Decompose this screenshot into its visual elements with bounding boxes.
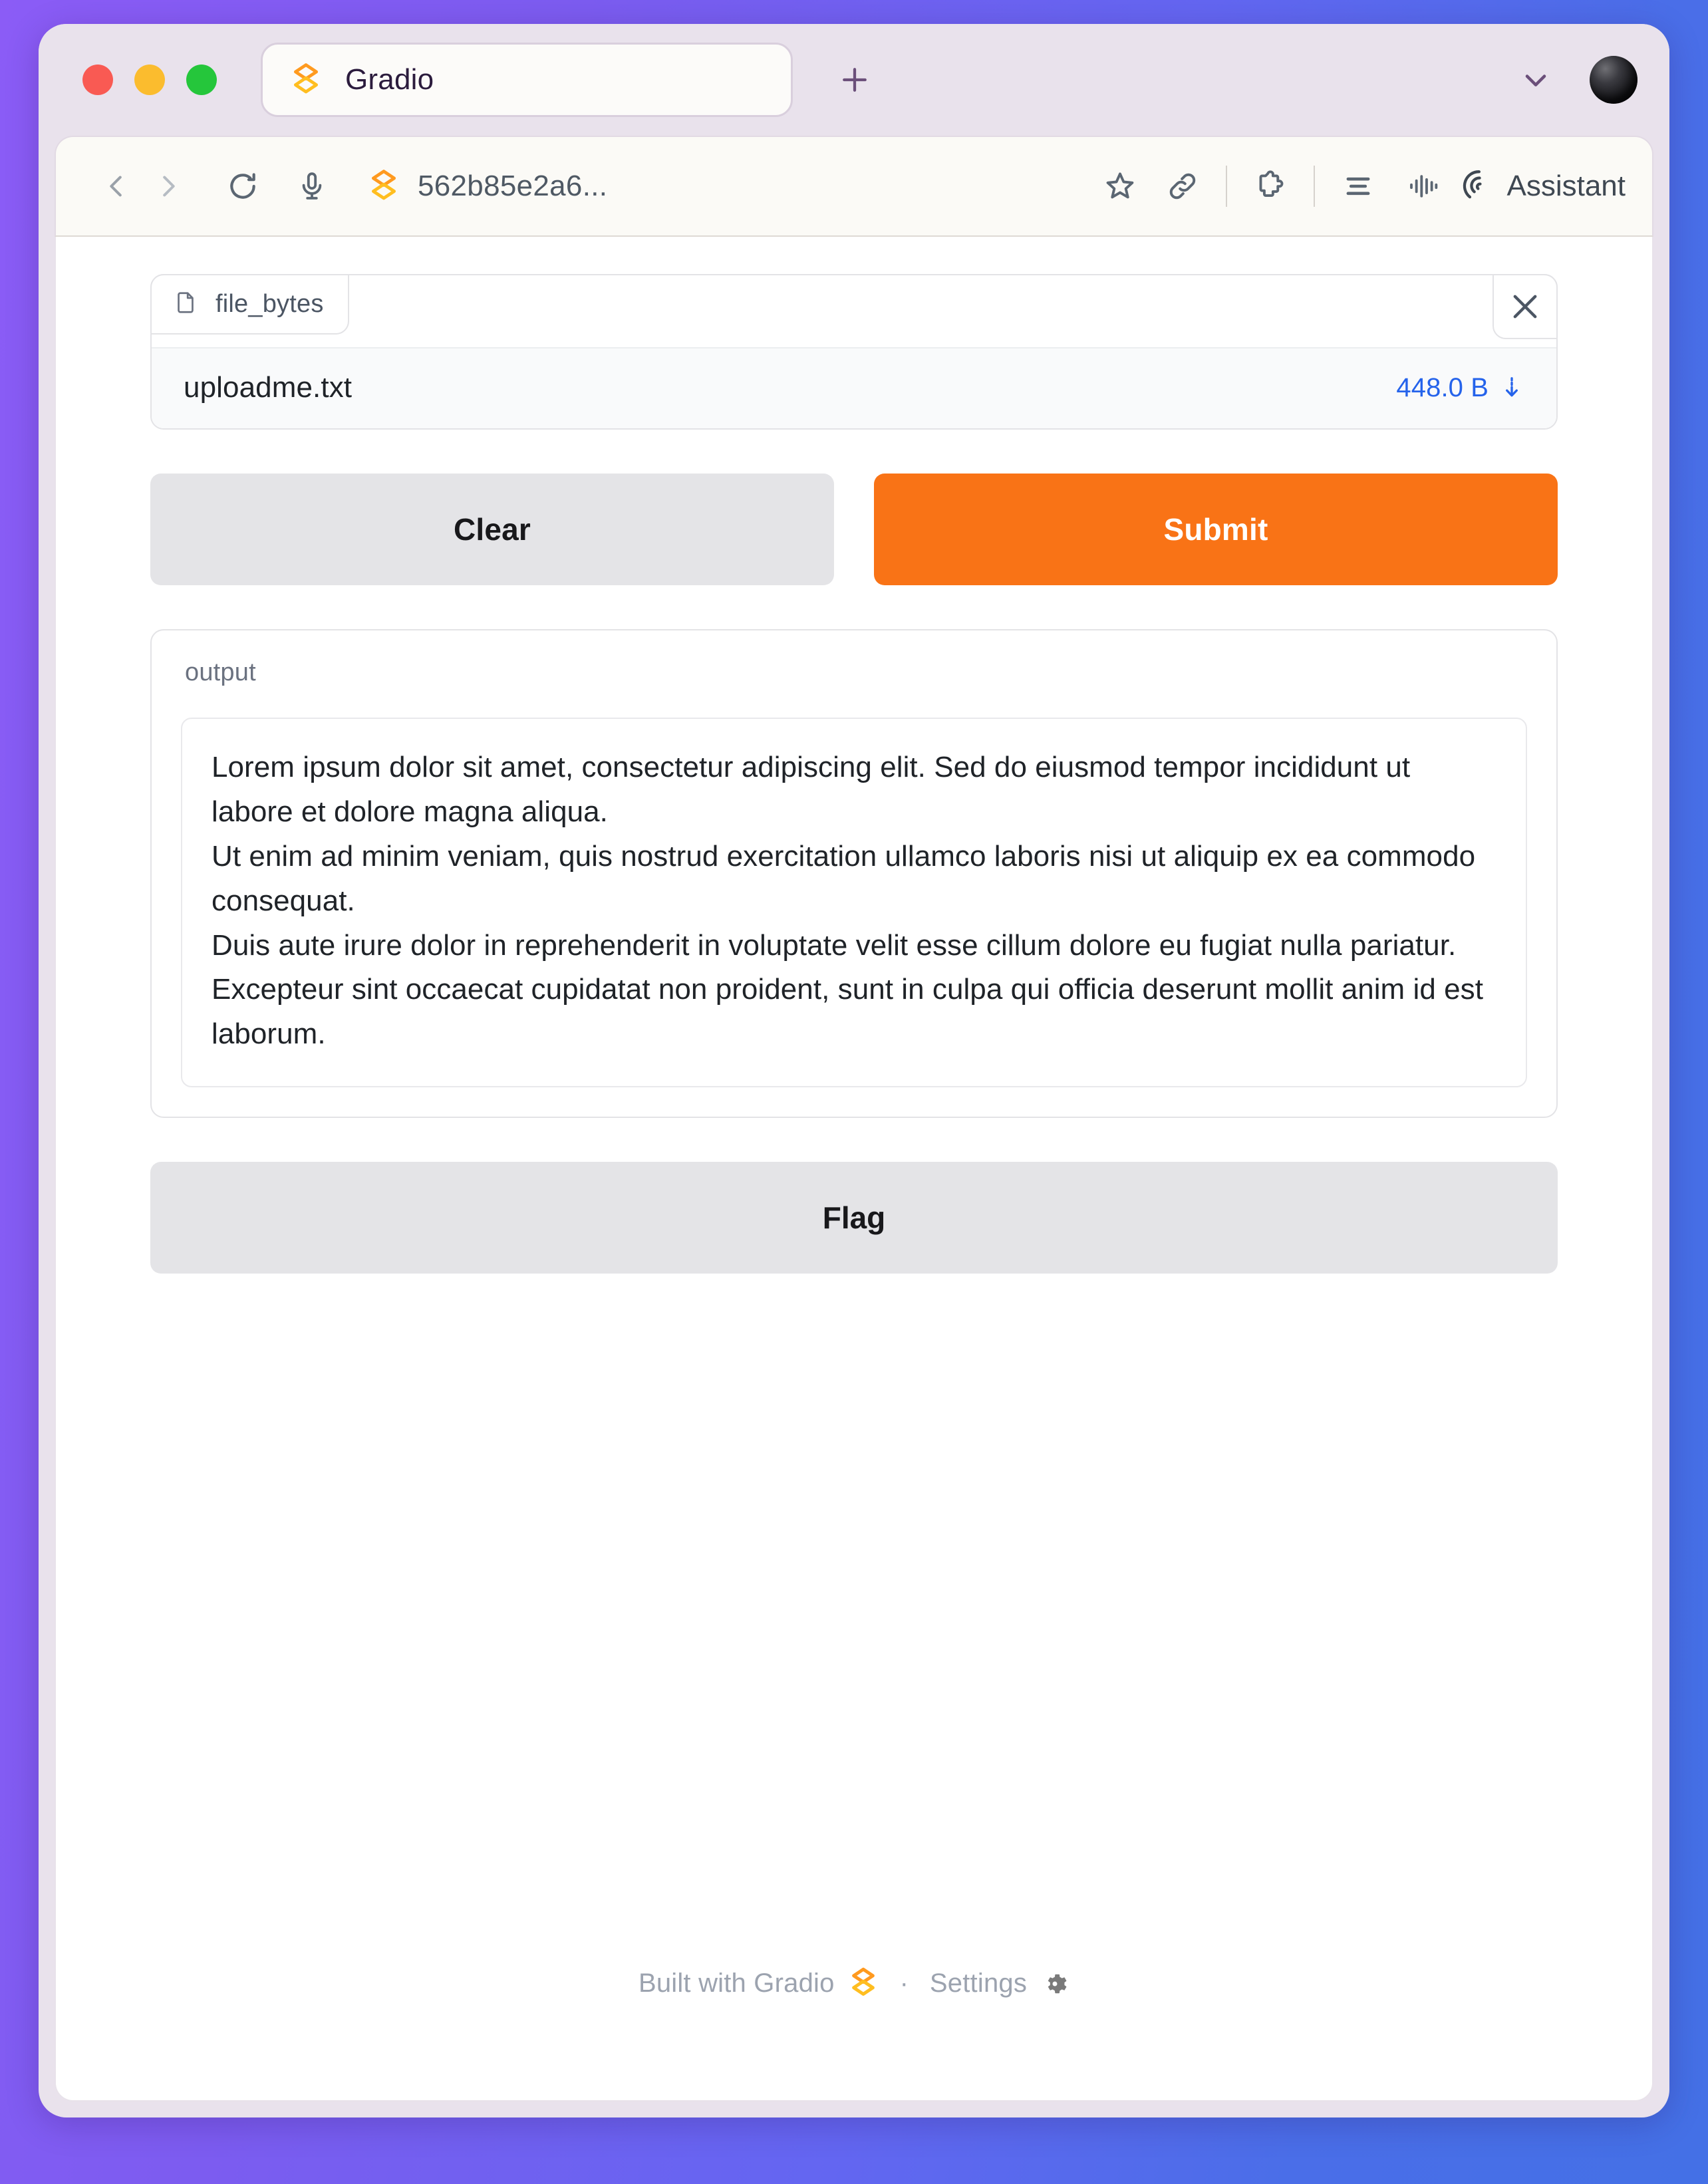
download-arrow-icon[interactable] [1499, 375, 1524, 400]
chevron-down-icon[interactable] [1512, 57, 1559, 103]
close-icon[interactable] [1493, 274, 1558, 339]
address-bar[interactable] [367, 168, 607, 205]
output-paragraph: Ut enim ad minim veniam, quis nostrud exercitation ullamco laboris nisi ut aliquip ex ea commodo consequat. [212, 839, 1476, 917]
gradio-app [56, 237, 1652, 2100]
forward-chevron-icon[interactable] [142, 160, 194, 212]
close-window-button[interactable] [82, 65, 113, 95]
output-component [150, 629, 1558, 1118]
output-label: output [185, 658, 256, 686]
file-meta[interactable] [1396, 373, 1524, 403]
file-row[interactable] [152, 347, 1556, 428]
reload-icon[interactable] [217, 160, 269, 212]
audio-waveform-icon[interactable] [1397, 160, 1449, 212]
page-viewport [55, 237, 1653, 2102]
minimize-window-button[interactable] [134, 65, 165, 95]
gear-icon[interactable] [1040, 1969, 1069, 1998]
file-component-label [150, 274, 349, 335]
hamburger-menu-icon[interactable] [1332, 160, 1384, 212]
assistant-icon [1456, 167, 1492, 206]
microphone-icon[interactable] [286, 160, 338, 212]
toolbar-divider [1226, 166, 1227, 207]
flag-button[interactable]: Flag [150, 1162, 1558, 1274]
puzzle-piece-icon[interactable] [1244, 160, 1296, 212]
gradio-logo-icon [367, 168, 400, 205]
gradio-logo-icon [848, 1967, 879, 2000]
file-name: uploadme.txt [184, 371, 353, 404]
link-icon[interactable] [1157, 160, 1209, 212]
output-paragraph: Lorem ipsum dolor sit amet, consectetur adipiscing elit. Sed do eiusmod tempor incididunt ut labore et dolore magna aliqua. [212, 751, 1411, 828]
action-button-row [150, 474, 1558, 585]
maximize-window-button[interactable] [186, 65, 217, 95]
file-component-label-text: file_bytes [215, 290, 324, 318]
output-paragraph: Excepteur sint occaecat cupidatat non proident, sunt in culpa qui officia deserunt mollit anim id est laborum. [212, 973, 1484, 1051]
submit-button[interactable]: Submit [874, 474, 1558, 585]
file-size: 448.0 B [1396, 372, 1489, 402]
new-tab-button[interactable] [830, 55, 879, 104]
browser-toolbar [55, 136, 1653, 237]
avatar[interactable] [1590, 56, 1637, 104]
url-text: 562b85e2a6... [418, 170, 608, 202]
footer-separator: · [899, 1969, 909, 1998]
browser-tab-title: Gradio [345, 63, 434, 96]
assistant-label: Assistant [1506, 170, 1626, 202]
app-footer [150, 1927, 1558, 2100]
toolbar-divider [1314, 166, 1315, 207]
output-paragraph: Duis aute irure dolor in reprehenderit in voluptate velit esse cillum dolore eu fugiat nulla pariatur. [212, 928, 1457, 962]
gradio-logo-icon [289, 62, 323, 98]
output-textbox[interactable] [181, 718, 1527, 1087]
back-chevron-icon[interactable] [90, 160, 142, 212]
window-traffic-lights [82, 65, 217, 95]
file-document-icon [173, 290, 198, 319]
star-icon[interactable] [1094, 160, 1146, 212]
file-list [152, 275, 1556, 428]
built-with-gradio-label[interactable]: Built with Gradio [638, 1969, 835, 1998]
settings-label[interactable]: Settings [929, 1969, 1028, 1998]
browser-window [39, 24, 1669, 2117]
clear-button[interactable]: Clear [150, 474, 834, 585]
browser-tab-gradio[interactable] [261, 43, 793, 117]
browser-tab-bar [39, 24, 1669, 136]
file-upload-component [150, 274, 1558, 430]
assistant-button[interactable] [1456, 167, 1626, 206]
